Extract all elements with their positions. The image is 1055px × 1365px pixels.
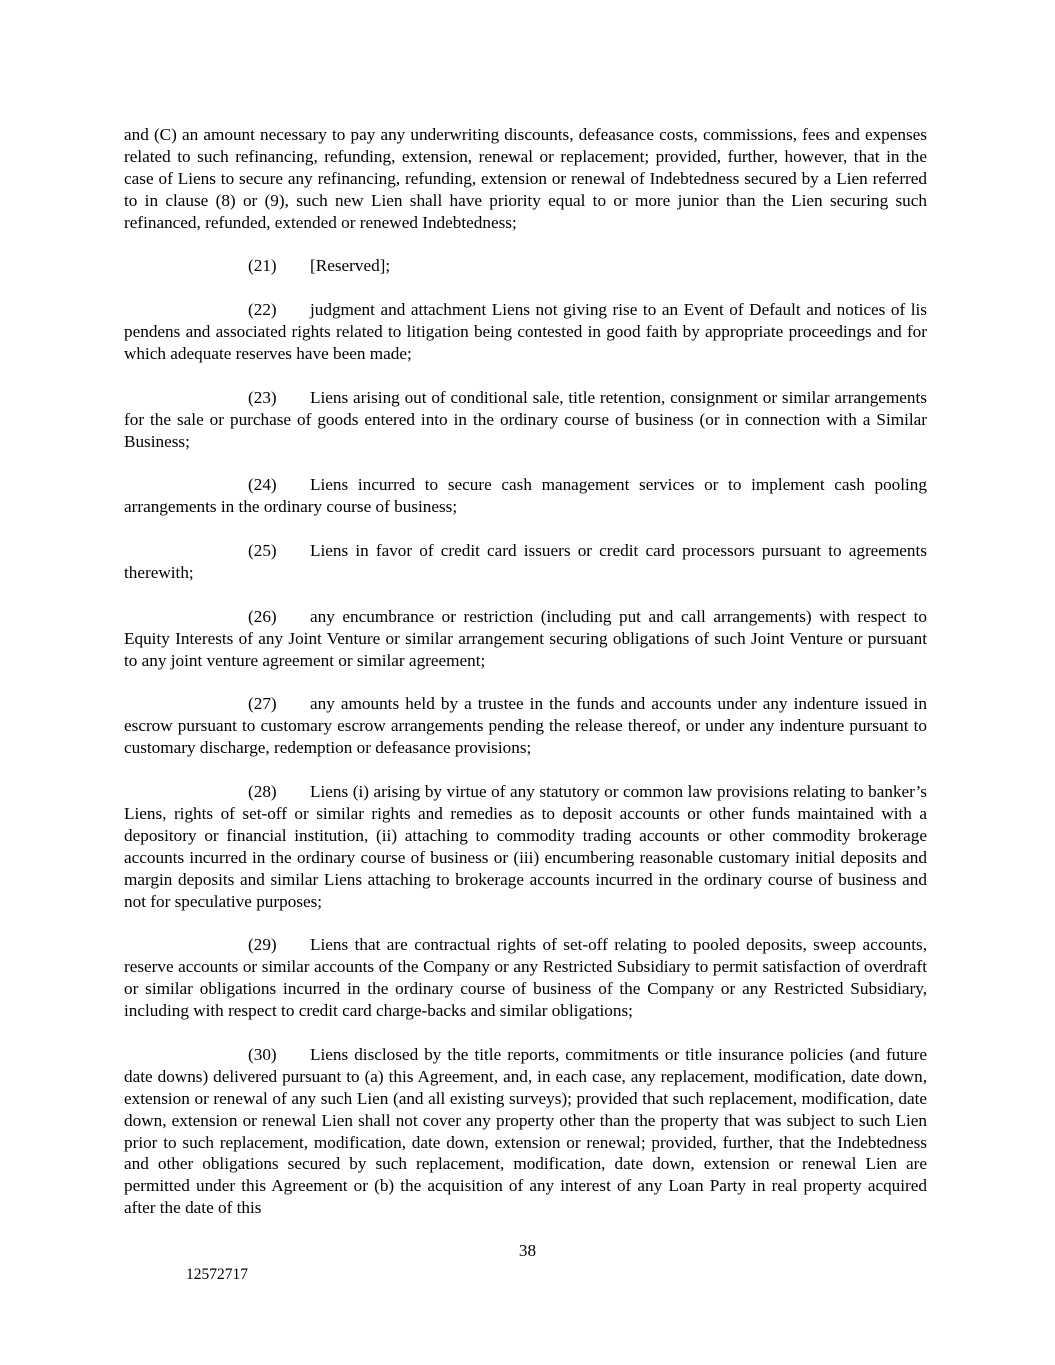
- clause-text: any amounts held by a trustee in the funds and accounts under any indenture issued in escrow pursuant to customary escrow arrangements pending the release thereof, or under any indenture pursuant to customary discharge, redemption or defeasance provisions;: [124, 694, 927, 758]
- clause-23: [124, 387, 927, 453]
- document-body: [124, 124, 927, 1241]
- clause-number: (28): [248, 782, 277, 802]
- clause-text: any encumbrance or restriction (including put and call arrangements) with respect to Equity Interests of any Joint Venture or similar arrangement securing obligations of such Joint Venture or pursuant to any joint venture agreement or similar agreement;: [124, 606, 927, 670]
- clause-number: (24): [248, 475, 277, 495]
- clause-text: Liens disclosed by the title reports, commitments or title insurance policies (and future date downs) delivered pursuant to (a) this Agreement, and, in each case, any replacement, modification, date down, extension or renewal of any such Lien (and all existing surveys); provided that such replacement, modification, date down, extension or renewal Lien shall not cover any property other than the property that was subject to such Lien prior to such replacement, modification, date down, extension or renewal; provided, further, that the Indebtedness and other obligations secured by such replacement, modification, date down, extension or renewal Lien are permitted under this Agreement or (b) the acquisition of any interest of any Loan Party in real property acquired after the date of this: [124, 1044, 927, 1218]
- clause-26: [124, 606, 927, 672]
- clause-number: (30): [248, 1044, 277, 1064]
- clause-number: (23): [248, 387, 277, 407]
- clause-number: (29): [248, 935, 277, 955]
- clause-number: (22): [248, 300, 277, 320]
- page-number: 38: [518, 1241, 537, 1260]
- clause-21: [124, 255, 927, 277]
- clause-text: [Reserved];: [310, 256, 391, 276]
- clause-text: Liens incurred to secure cash management services or to implement cash pooling arrangements in the ordinary course of business;: [124, 475, 927, 517]
- clause-text: Liens that are contractual rights of set-off relating to pooled deposits, sweep accounts, reserve accounts or similar accounts of the Company or any Restricted Subsidiary to permit satisfaction of overdraft or similar obligations incurred in the ordinary course of business of the Company or any Restricted Subsidiary, including with respect to credit card charge-backs and similar obligations;: [124, 935, 927, 1021]
- clause-25: [124, 540, 927, 584]
- clause-28: [124, 781, 927, 912]
- clause-text: judgment and attachment Liens not giving rise to an Event of Default and notices of lis pendens and associated rights related to litigation being contested in good faith by appropriate proceedings and for which adequate reserves have been made;: [124, 300, 927, 364]
- clause-number: (26): [248, 606, 277, 626]
- clause-30: [124, 1044, 927, 1219]
- continuation-paragraph: and (C) an amount necessary to pay any underwriting discounts, defeasance costs, commissions, fees and expenses related to such refinancing, refunding, extension, renewal or replacement; provided, further, however, that in the case of Liens to secure any refinancing, refunding, extension or renewal of Indebtedness secured by a Lien referred to in clause (8) or (9), such new Lien shall have priority equal to or more junior than the Lien securing such refinanced, refunded, extended or renewed Indebtedness;: [124, 125, 927, 232]
- clause-number: (27): [248, 694, 277, 714]
- clause-text: Liens (i) arising by virtue of any statutory or common law provisions relating to banker’s Liens, rights of set-off or similar rights and remedies as to deposit accounts or other funds maintained with a depository or financial institution, (ii) attaching to commodity trading accounts or other commodity brokerage accounts incurred in the ordinary course of business or (iii) encumbering reasonable customary initial deposits and margin deposits and similar Liens attaching to brokerage accounts incurred in the ordinary course of business and not for speculative purposes;: [124, 782, 927, 911]
- document-id: 12572717: [186, 1266, 248, 1283]
- clause-number: (21): [248, 256, 277, 276]
- clause-text: Liens arising out of conditional sale, title retention, consignment or similar arrangements for the sale or purchase of goods entered into in the ordinary course of business (or in connection with a Similar Business;: [124, 387, 927, 451]
- clause-number: (25): [248, 541, 277, 561]
- clause-27: [124, 693, 927, 759]
- clause-22: [124, 299, 927, 365]
- clause-24: [124, 474, 927, 518]
- clause-29: [124, 934, 927, 1022]
- clause-text: Liens in favor of credit card issuers or credit card processors pursuant to agreements therewith;: [124, 541, 927, 583]
